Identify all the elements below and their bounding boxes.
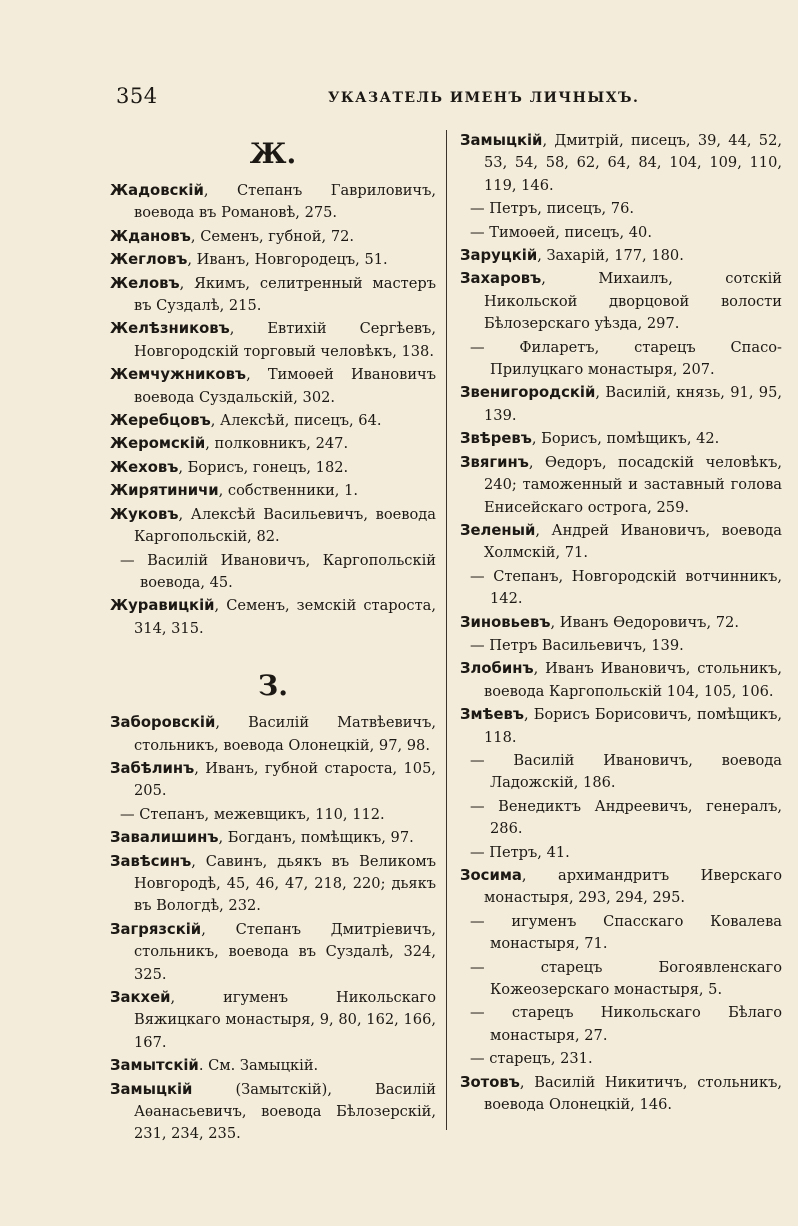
entry-text: Василій Ивановичъ, воевода Ладожскій, 186. [484,751,782,792]
index-entry [110,180,436,225]
entry-text: Василій Ивановичъ, Каргопольскій воевода, 45. [134,551,436,591]
index-entry [460,198,782,220]
entry-text: , Иванъ Ѳедоровичъ, 72. [550,613,739,631]
entry-name: — [470,958,485,976]
entry-text: , собственники, 1. [218,482,358,500]
index-entry [110,758,436,803]
index-entry [460,428,782,450]
entry-name: Жеромскій [110,435,206,453]
page-header [0,84,798,114]
entry-name: Жуковъ [110,505,179,523]
entry-text: , Василій Никитичъ, стольникъ, воевода Олонецкій, 146. [484,1073,782,1114]
index-entry [460,268,782,335]
entry-name: — [470,912,485,930]
entry-name: — [470,1004,485,1022]
entry-name: Жеребцовъ [110,412,211,430]
entry-name: — [470,797,485,815]
entry-text: , Богданъ, помѣщикъ, 97. [218,829,414,847]
index-entry [110,987,436,1054]
entry-text: , Ѳедоръ, посадскій человѣкъ, 240; таможенный и заставный голова Енисейскаго острога, 259. [484,453,782,516]
entry-text: , игуменъ Никольскаго Вяжицкаго монастыря, 9, 80, 162, 166, 167. [134,989,436,1051]
entry-text: , Семенъ, земскій староста, 314, 315. [134,597,436,637]
entry-text: , Алексѣй Васильевичъ, воевода Каргопольскій, 82. [134,505,436,546]
entry-text: , Борисъ Борисовичъ, помѣщикъ, 118. [484,706,782,746]
entry-text: , Василій, князь, 91, 95, 139. [484,384,782,424]
index-entry [110,919,436,986]
entry-text: , Савинъ, дьякъ въ Великомъ Новгородѣ, 45, 46, 47, 218, 220; дьякъ въ Вологдѣ, 232. [134,852,436,915]
entry-text: , Василій Матвѣевичъ, стольникъ, воевода Олонецкій, 97, 98. [134,714,436,754]
entry-name: Замыцкій [460,132,543,149]
index-entry [460,865,782,910]
index-entry [110,410,436,432]
entry-text: Степанъ, межевщикъ, 110, 112. [134,805,385,823]
entry-text: , Дмитрій, писецъ, 39, 44, 52, 53, 54, 58, 62, 64, 84, 104, 109, 110, 119, 146. [484,132,782,194]
index-entry [460,704,782,749]
entry-text: (Замытскій), Василій Аѳанасьевичъ, воевода Бѣлозерскій, 231, 234, 235. [134,1080,436,1143]
index-entry [460,382,782,427]
entry-name: Загрязскій [110,920,202,938]
entry-text: Степанъ, Новгородскій вотчинникъ, 142. [484,567,782,608]
entry-name: Злобинъ [460,660,534,678]
index-entry [110,1079,436,1146]
entry-list [110,712,436,1146]
entry-name: Завѣсинъ [110,852,192,870]
entry-text: , Борисъ, помѣщикъ, 42. [531,430,720,448]
entry-list [110,180,436,640]
entry-name: Жадовскій [110,182,204,199]
index-entry [460,612,782,634]
entry-name: Завалишинъ [110,829,219,847]
entry-name: Замыцкій [110,1080,193,1098]
entry-name: — [470,1050,485,1068]
index-entry [460,130,782,197]
entry-name: — [120,805,135,823]
entry-text: Тимоѳей, писецъ, 40. [484,223,652,241]
entry-name: Желѣзниковъ [110,320,230,338]
entry-text: , Борисъ, гонецъ, 182. [178,458,349,476]
entry-text: Венедиктъ Андреевичъ, генералъ, 286. [484,797,782,838]
entry-name: Захаровъ [460,270,542,288]
page-number: 354 [116,84,158,108]
entry-name: Жирятиничи [110,482,219,500]
index-entry [460,566,782,611]
index-entry [110,433,436,455]
entry-name: Жегловъ [110,251,188,269]
entry-name: Ждановъ [110,227,191,245]
entry-text: старецъ Никольскаго Бѣлаго монастыря, 27. [484,1004,782,1044]
entry-text: старецъ Богоявленскаго Кожеозерскаго монастыря, 5. [484,958,782,999]
entry-text: старецъ, 231. [484,1050,593,1068]
entry-text: Петръ, писецъ, 76. [484,200,634,218]
entry-text: , Евтихій Сергѣевъ, Новгородскій торговый человѣкъ, 138. [134,320,436,360]
entry-text: , Михаилъ, сотскій Никольской дворцовой волости Бѣлозерскаго уѣзда, 297. [484,270,782,333]
entry-name: Жемчужниковъ [110,366,247,384]
entry-text: , Андрей Ивановичъ, воевода Холмскій, 71. [484,521,782,562]
index-entry [110,827,436,849]
entry-name: Забѣлинъ [110,759,195,777]
running-title: УКАЗАТЕЛЬ ИМЕНЪ ЛИЧНЫХЪ. [328,90,640,106]
entry-name: Зиновьевъ [460,613,551,631]
index-entry [110,226,436,248]
entry-name: Желовъ [110,274,180,292]
entry-text: , Тимоѳей Ивановичъ воевода Суздальскій, 302. [134,366,436,406]
entry-name: — [470,636,485,654]
entry-name: Зеленый [460,521,536,539]
index-entry [460,750,782,795]
entry-name: Заборовскій [110,714,216,732]
index-entry [460,957,782,1002]
entry-name: Зотовъ [460,1073,520,1091]
entry-text: , Захарій, 177, 180. [537,247,684,265]
entry-name: — [470,567,485,585]
entry-text: , Иванъ, Новгородецъ, 51. [187,251,388,269]
entry-text: , Якимъ, селитренный мастеръ въ Суздалѣ, 215. [134,274,436,315]
entry-name: Заруцкій [460,247,538,265]
entry-text: , полковникъ, 247. [205,435,349,453]
section-letter-ze: З. [258,669,288,703]
column-divider [446,130,447,1130]
index-entry [110,318,436,363]
entry-list [460,130,782,1116]
index-entry [110,249,436,271]
index-entry [110,364,436,409]
entry-text: , Иванъ Ивановичъ, стольникъ, воевода Каргопольскій 104, 105, 106. [484,660,782,700]
entry-name: Змѣевъ [460,706,525,724]
entry-name: Зосима [460,867,522,884]
entry-text: , Иванъ, губной староста, 105, 205. [134,759,436,800]
index-entry [460,1072,782,1117]
entry-text: , Алексѣй, писецъ, 64. [210,412,382,430]
entry-text: игуменъ Спасскаго Ковалева монастыря, 71. [484,912,782,953]
entry-name: — [470,843,485,861]
entry-text: , Семенъ, губной, 72. [190,227,355,245]
index-entry [110,712,436,757]
left-column [110,130,436,1147]
index-entry [460,520,782,565]
entry-name: Журавицкій [110,597,215,615]
index-entry [460,452,782,519]
entry-name: Звѣревъ [460,430,532,448]
index-entry [460,635,782,657]
index-entry [110,851,436,918]
entry-text: , архимандритъ Иверскаго монастыря, 293, 294, 295. [484,867,782,907]
index-entry [460,1002,782,1047]
index-entry [110,550,436,595]
index-entry [110,504,436,549]
entry-name: Звягинъ [460,453,529,471]
entry-text: , Степанъ Гавриловичъ, воевода въ Романовѣ, 275. [134,182,436,222]
entry-name: — [120,551,135,569]
index-entry [460,222,782,244]
entry-name: — [470,338,485,356]
index-entry [110,804,436,826]
index-entry [460,245,782,267]
index-entry [110,595,436,640]
index-entry [460,842,782,864]
entry-text: . См. Замыцкій. [198,1057,319,1075]
index-entry [110,457,436,479]
index-entry [460,911,782,956]
section-letter-zhe: Ж. [249,137,297,170]
entry-name: Жеховъ [110,458,179,476]
index-entry [460,1048,782,1070]
entry-text: Петръ Васильевичъ, 139. [484,636,684,654]
index-entry [460,658,782,703]
index-entry [110,1055,436,1077]
entry-name: — [470,751,485,769]
entry-name: — [470,223,485,241]
entry-name: Замытскій [110,1057,199,1075]
entry-text: Филаретъ, старецъ Спасо-Прилуцкаго монастыря, 207. [484,338,782,379]
right-column [460,130,782,1117]
entry-name: Звенигородскій [460,384,596,402]
entry-name: Закхей [110,989,171,1006]
index-entry [460,337,782,382]
index-entry [110,273,436,318]
entry-text: , Степанъ Дмитріевичъ, стольникъ, воевода въ Суздалѣ, 324, 325. [134,920,436,983]
index-entry [460,796,782,841]
entry-name: — [470,200,485,218]
index-entry [110,480,436,502]
entry-text: Петръ, 41. [484,843,570,861]
